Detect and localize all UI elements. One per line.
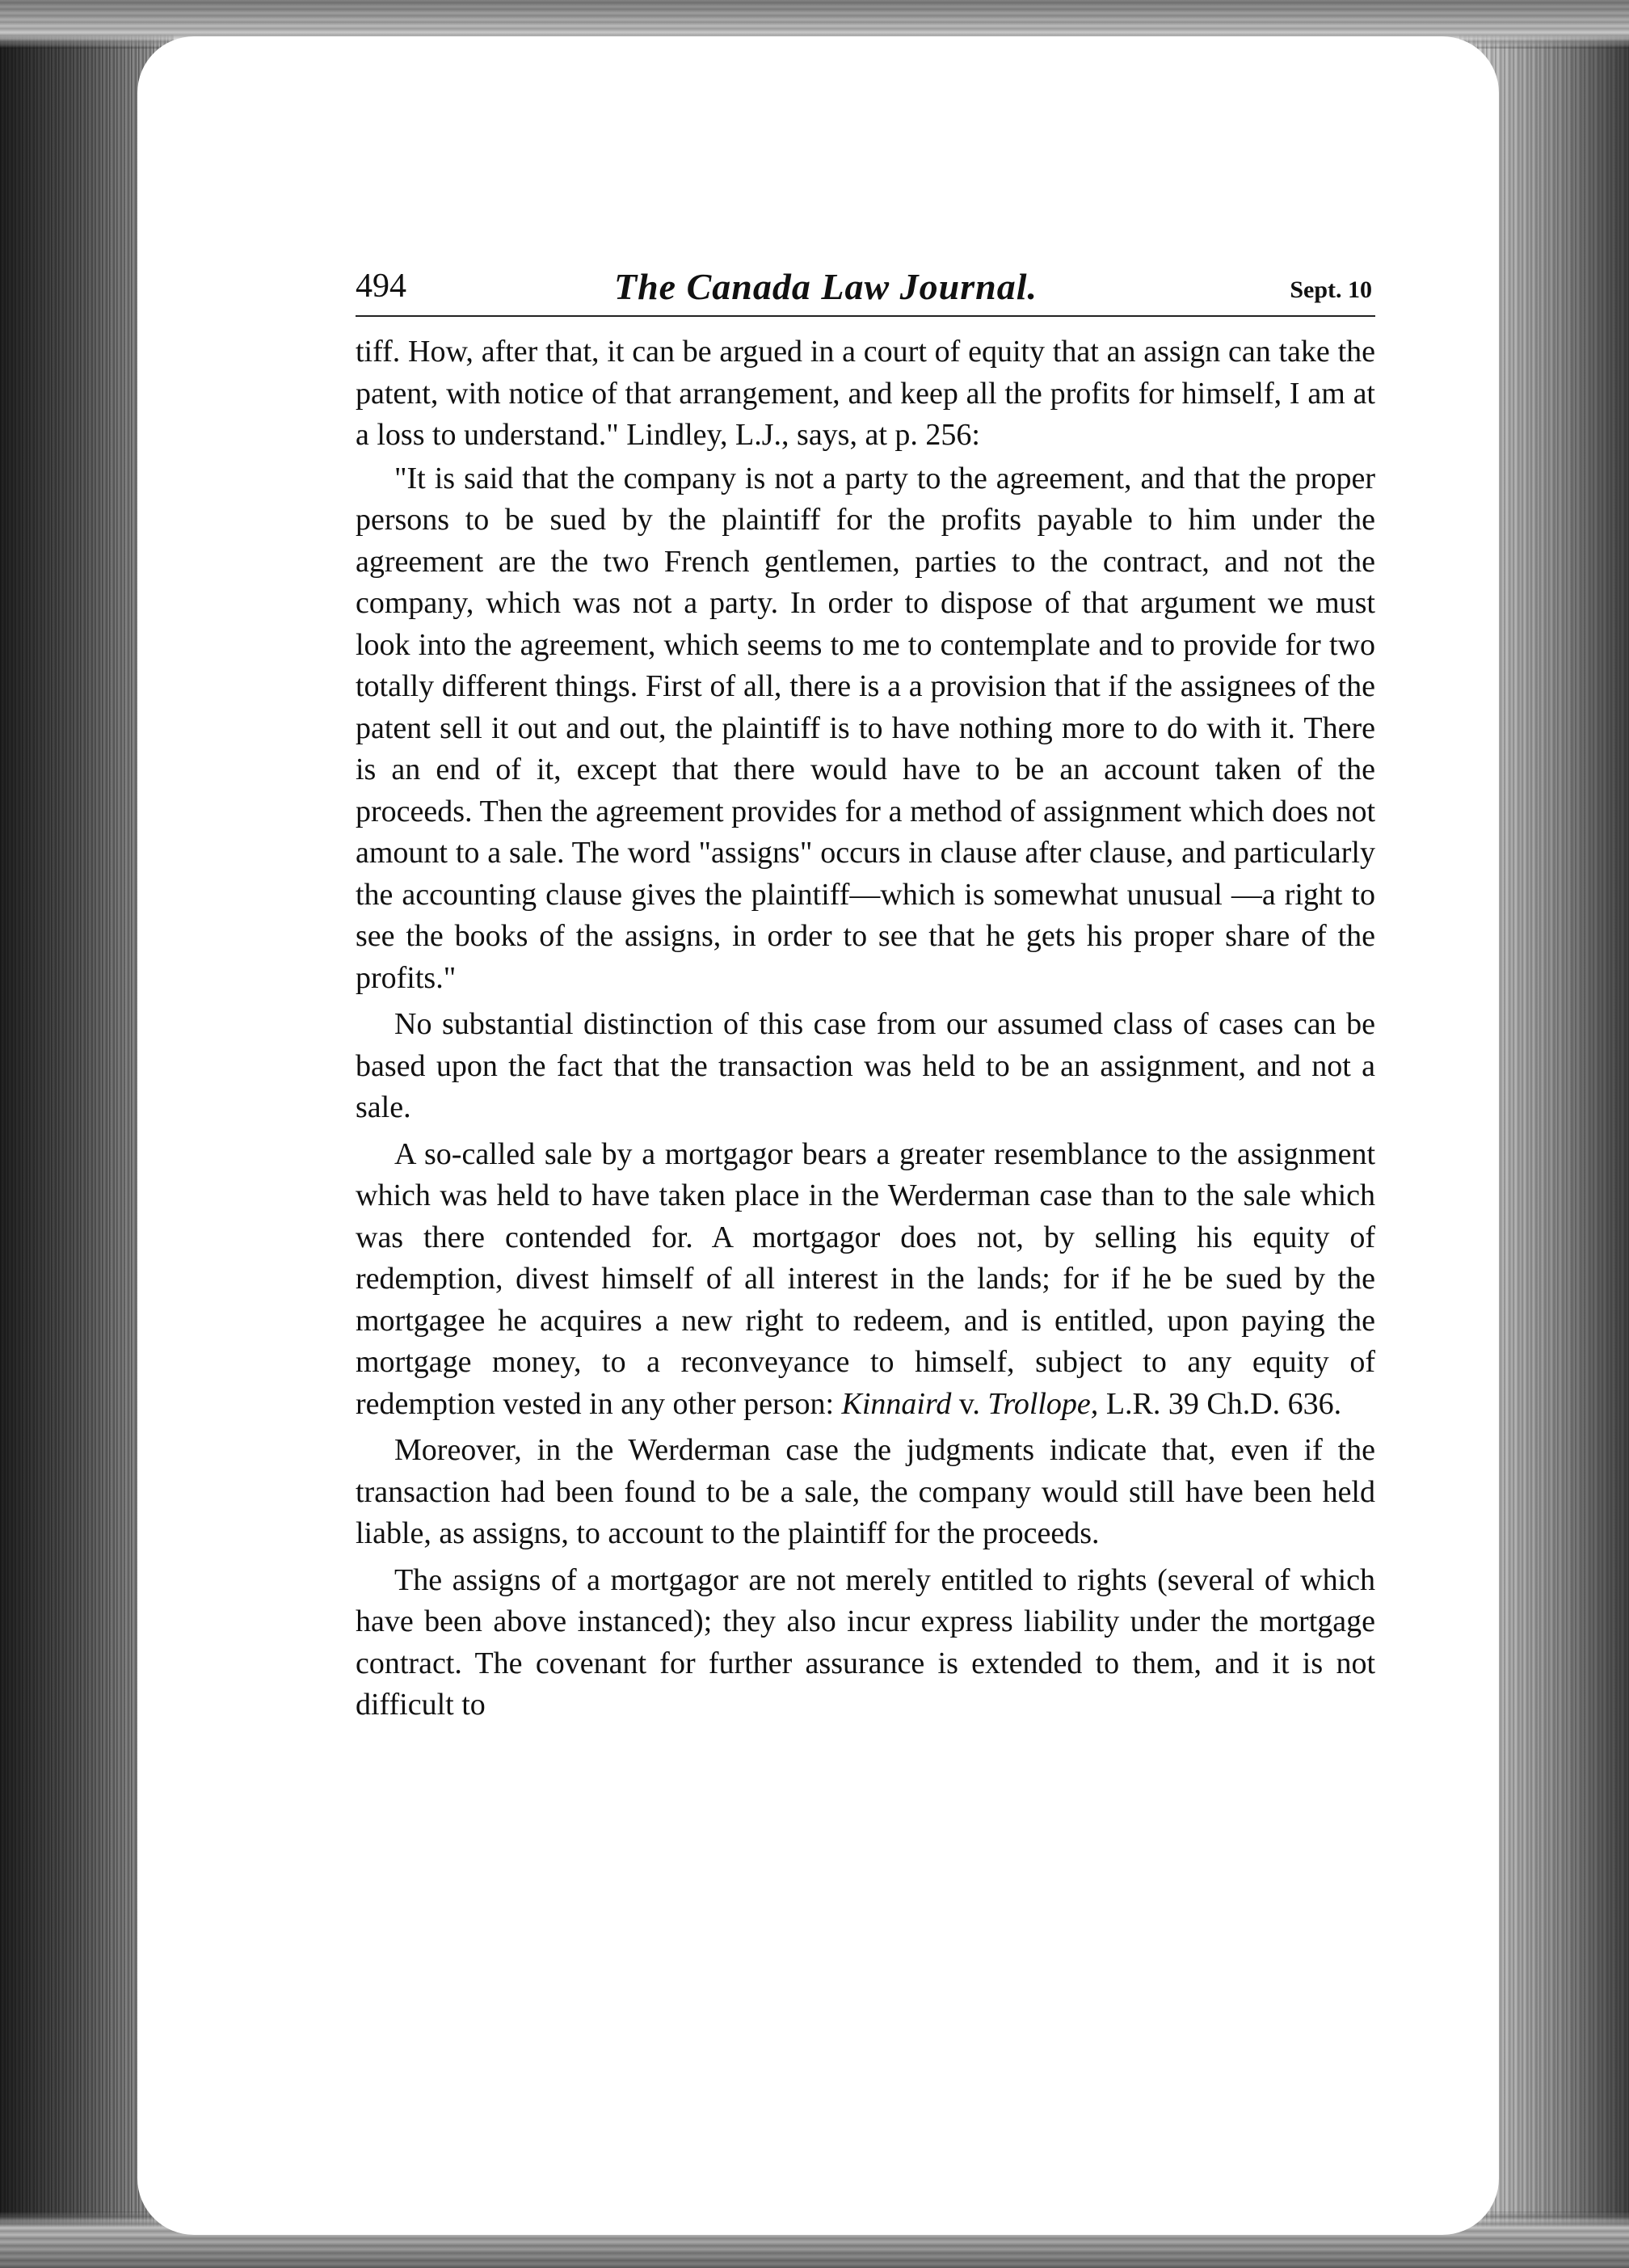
citation-case-name-1: Kinnaird <box>841 1386 952 1421</box>
running-header <box>356 267 1375 317</box>
paragraph-continuation: tiff. How, after that, it can be argued in a court of equity that an assign can take the patent, with notice of that arrangement, and keep all the profits for himself, I am at a loss to understand." Lindley, L.J., says, at p. 256: <box>356 335 1375 452</box>
citation-reference: L.R. 39 Ch.D. 636. <box>1098 1386 1342 1421</box>
paragraph: Moreover, in the Werderman case the judgments indicate that, even if the transaction had been found to be a sale, the company would still have been held liable, as assigns, to account to the plaintiff for the proceeds. <box>356 1433 1375 1550</box>
paragraph: No substantial distinction of this case from our assumed class of cases can be based upon the fact that the transaction was held to be an assignment, and not a sale. <box>356 1007 1375 1124</box>
page-number: 494 <box>356 268 406 305</box>
paragraph-text: A so-called sale by a mortgagor bears a greater resemblance to the assignment which was held to have taken place in the Werderman case than to the sale which was there contended for. A mortgagor does not, by selling his equity of redemption, divest himself of all interest in the lands; for if he be sued by the mortgagee he acquires a new right to redeem, and is entitled, upon paying the mortgage money, to a reconveyance to himself, subject to any equity of redemption vested in any other person: <box>356 1136 1375 1421</box>
journal-title: The Canada Law Journal. <box>614 266 1038 307</box>
paragraph: The assigns of a mortgagor are not merely entitled to rights (several of which have been above instanced); they also incur express liability under the mortgage contract. The covenant for further assurance is extended to them, and it is not difficult to <box>356 1562 1375 1722</box>
body-text <box>356 331 1375 1726</box>
paragraph-with-citation <box>356 1134 1375 1426</box>
citation-versus: v. <box>951 1386 988 1421</box>
citation-case-name-2: Trollope, <box>987 1386 1099 1421</box>
header-date: Sept. 10 <box>1290 276 1372 303</box>
paragraph-quotation: "It is said that the company is not a party to the agreement, and that the proper persons to be sued by the plaintiff for the profits payable to him under the agreement are the two French gentlemen, parties to the contract, and not the company, which was not a party. In order to dispose of that argument we must look into the agreement, which seems to me to contemplate and to provide for two totally different things. First of all, there is a a provision that if the assignees of the patent sell it out and out, the plaintiff is to have nothing more to do with it. There is an end of it, except that there would have to be an account taken of the proceeds. Then the agreement provides for a method of assignment which does not amount to a sale. The word "assigns" occurs in clause after clause, and particularly the accounting clause gives the plaintiff—which is somewhat unusual —a right to see the books of the assigns, in order to see that he gets his proper share of the profits." <box>356 461 1375 995</box>
